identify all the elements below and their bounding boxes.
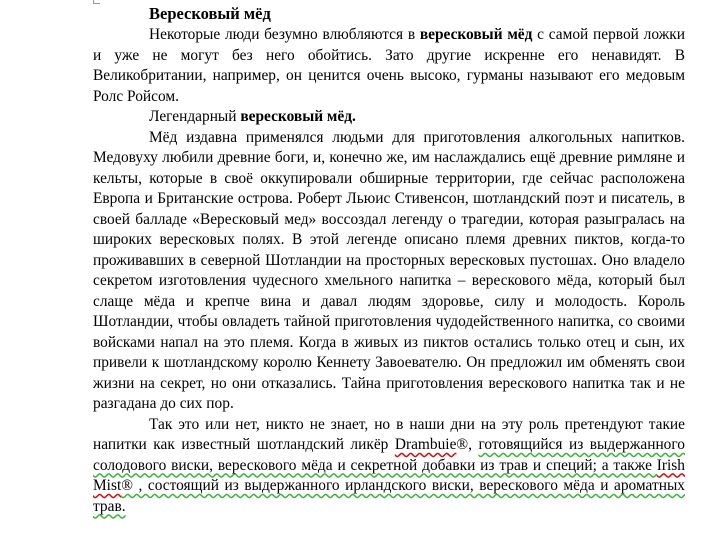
drinks-text-c: готовящийся из выдержанного солодового виски, верескового мёда и секретной добавки из трав и специй; а также [93,436,685,474]
drinks-text-a: Так это или нет, никто не знает, но в наши дни на эту роль претендуют такие напитки как известный шотландский ликёр [93,415,685,453]
paragraph-drinks[interactable] [93,415,685,518]
subheading-text: Легендарный [149,108,241,125]
intro-text-a: Некоторые люди безумно влюбляются в [149,26,420,43]
intro-bold-term: вересковый мёд [419,26,533,43]
drambuie-word: Drambuie [394,436,457,453]
paragraph-legend[interactable]: Мёд издавна применялся людьми для приготовления алкогольных напитков. Медовуху любили древние боги, и, конечно же, им наслаждались ещё древние римляне и кельты, которые в своё оккупировали обширные территории, где сейчас расположена Европа и Британские острова. Роберт Льюис Стивенсон, шотландский поэт и писатель, в своей балладе «Вересковый мед» воссоздал легенду о трагедии, которая разыгралась на широких вересковых полях. В этой легенде описано племя древних пиктов, когда-то проживавших в северной Шотландии на просторных вересковых пустошах. Оно владело секретом изготовления чудесного хмельного напитка – верескового мёда, который был слаще мёда и крепче вина и давал людям здоровье, силу и молодость. Король Шотландии, чтобы овладеть тайной приготовления чудодейственного напитка, со своими войсками напал на это племя. Когда в живых из пиктов остались только отец и сын, их привели к шотландскому королю Кеннету Завоевателю. Он предложил им обменять свои жизни на секрет, но они отказались. Тайна приготовления верескового напитка так и не разгадана до сих пор. [93,128,685,412]
mist-word: Mist [93,477,122,494]
irish-word: Irish [656,456,685,474]
document-title: Вересковый мёд [149,4,271,23]
drinks-text-b: ®, [456,436,479,453]
document-page[interactable] [93,0,685,517]
paragraph-intro[interactable] [93,25,685,107]
intro-text-c: с самой первой ложки и уже не могут без него обойтись. Зато другие искренне его ненавидят. В Великобритании, например, он ценится очень высоко, гурманы называют его медовым Ролс Ройсом. [93,26,685,105]
drinks-text-e: ® , состоящий из выдержанного ирландского виски, верескового мёда и ароматных трав. [93,477,685,515]
subheading[interactable] [93,107,685,128]
subheading-bold-term: вересковый мёд. [240,108,356,125]
